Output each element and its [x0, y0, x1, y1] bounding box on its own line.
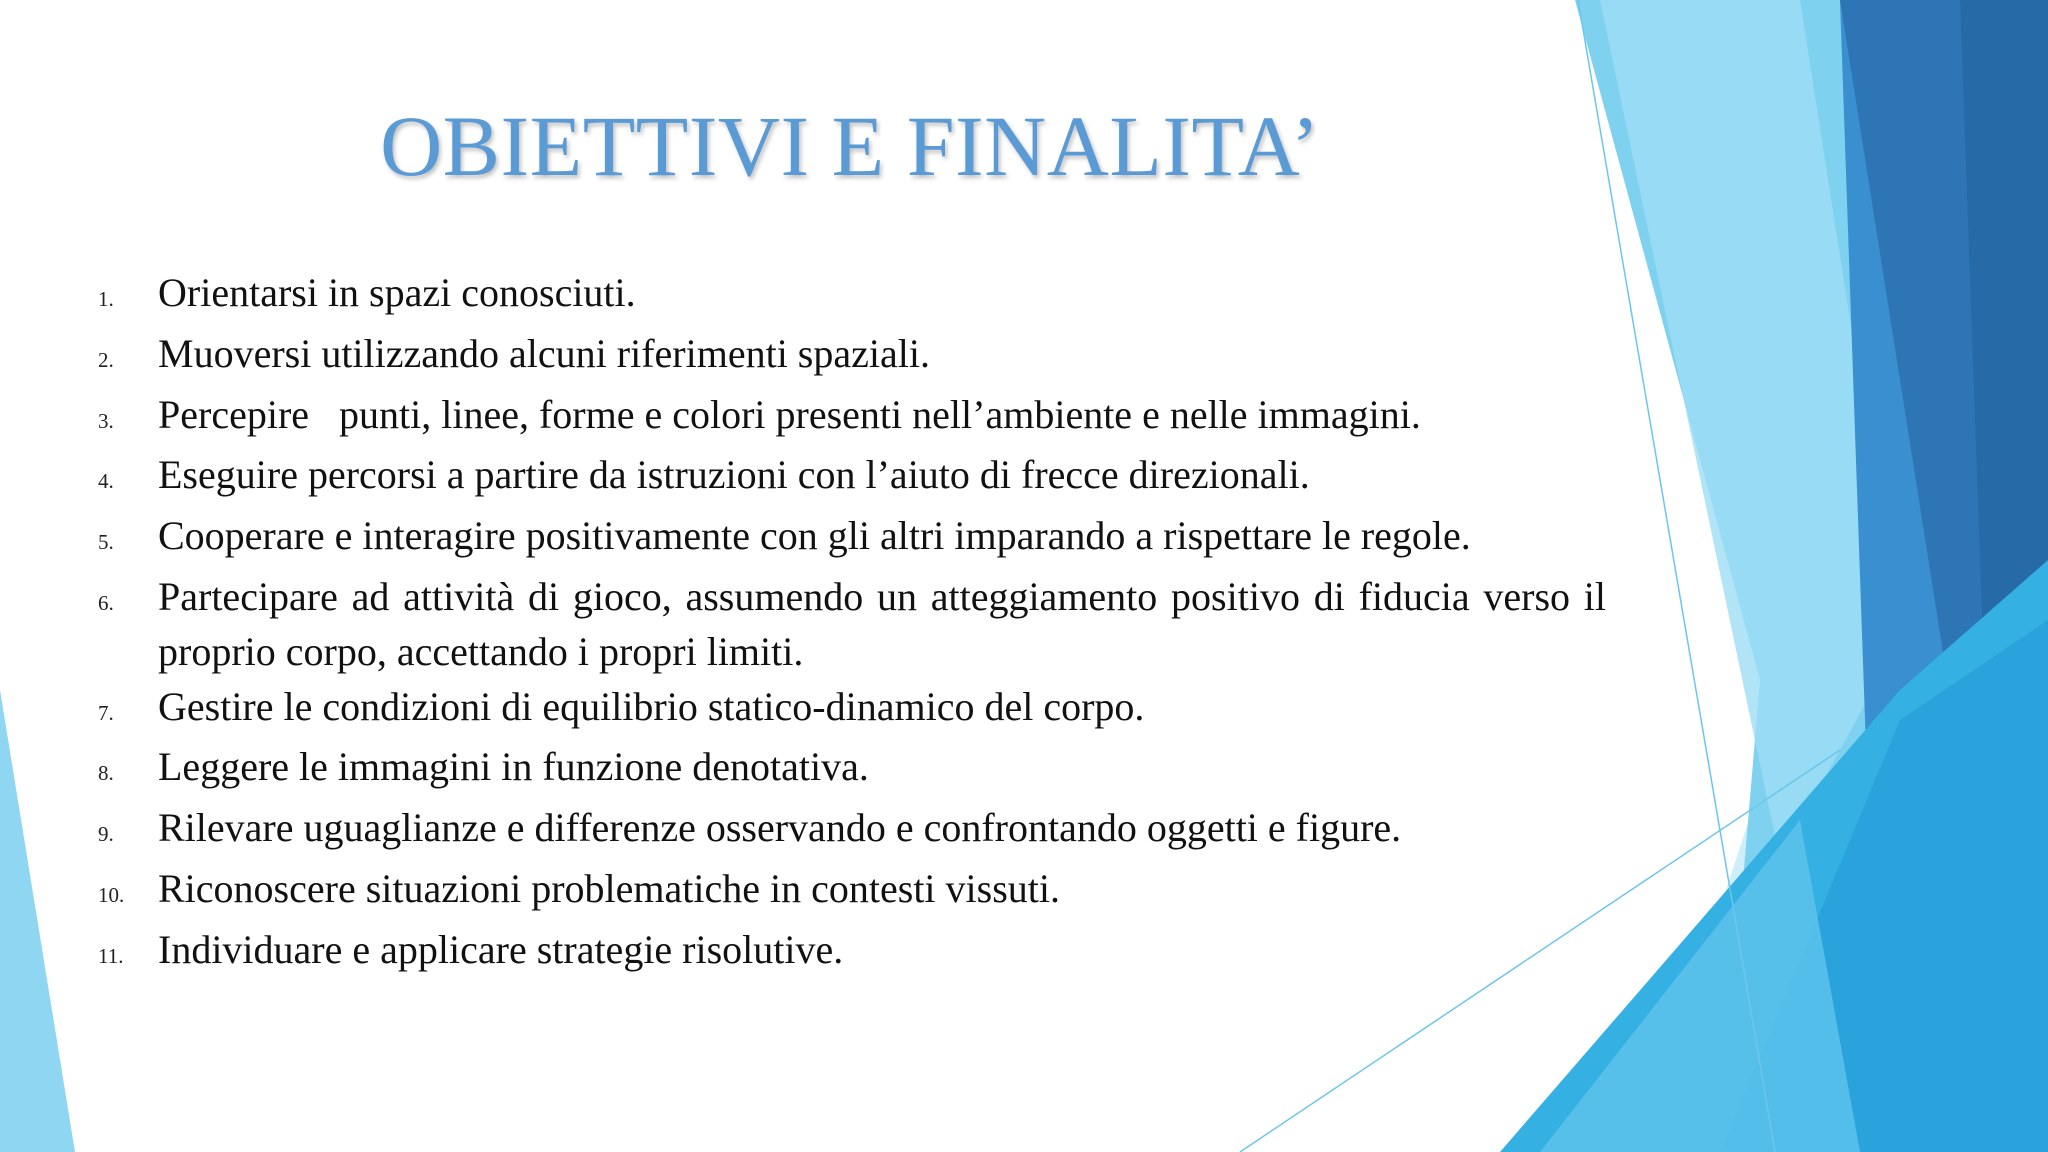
list-item	[98, 801, 1606, 862]
list-number: 3.	[98, 408, 114, 433]
list-text: Gestire le condizioni di equilibrio statico-dinamico del corpo.	[158, 683, 1145, 729]
list-item	[98, 509, 1606, 570]
left-edge-shape	[0, 690, 75, 1152]
list-item	[98, 266, 1606, 327]
list-number: 5.	[98, 530, 114, 555]
list-number: 6.	[98, 590, 114, 615]
objectives-list	[98, 266, 1616, 984]
slide-title: OBIETTIVI E FINALITA’	[380, 98, 1320, 194]
list-item	[98, 448, 1606, 509]
list-text: Leggere le immagini in funzione denotativa.	[158, 744, 869, 790]
list-item	[98, 388, 1606, 449]
list-item	[98, 327, 1606, 388]
list-text: Individuare e applicare strategie risolutive.	[158, 926, 844, 972]
list-number: 7.	[98, 700, 114, 725]
list-number: 2.	[98, 347, 114, 372]
list-item	[98, 680, 1606, 741]
list-number: 9.	[98, 822, 114, 847]
list-item	[98, 862, 1606, 923]
list-item	[98, 923, 1606, 984]
list-text: Riconoscere situazioni problematiche in contesti vissuti.	[158, 865, 1061, 911]
list-number: 4.	[98, 469, 114, 494]
list-text: Cooperare e interagire positivamente con gli altri imparando a rispettare le regole.	[158, 513, 1471, 559]
list-text: Orientarsi in spazi conosciuti.	[158, 270, 636, 315]
list-number: 10.	[98, 882, 125, 907]
list-text: Partecipare ad attività di gioco, assumendo un atteggiamento positivo di fiducia verso il proprio corpo, accettando i propri limiti.	[158, 573, 1616, 674]
list-text: Muoversi utilizzando alcuni riferimenti spaziali.	[158, 330, 930, 376]
list-item	[98, 740, 1606, 801]
list-text: Eseguire percorsi a partire da istruzioni con l’aiuto di frecce direzionali.	[158, 452, 1310, 498]
list-number: 8.	[98, 761, 114, 786]
list-text: Percepire punti, linee, forme e colori presenti nell’ambiente e nelle immagini.	[158, 391, 1421, 437]
list-text: Rilevare uguaglianze e differenze osservando e confrontando oggetti e figure.	[158, 805, 1402, 851]
list-number: 1.	[98, 287, 114, 311]
list-item	[98, 570, 1616, 680]
list-number: 11.	[98, 943, 124, 968]
